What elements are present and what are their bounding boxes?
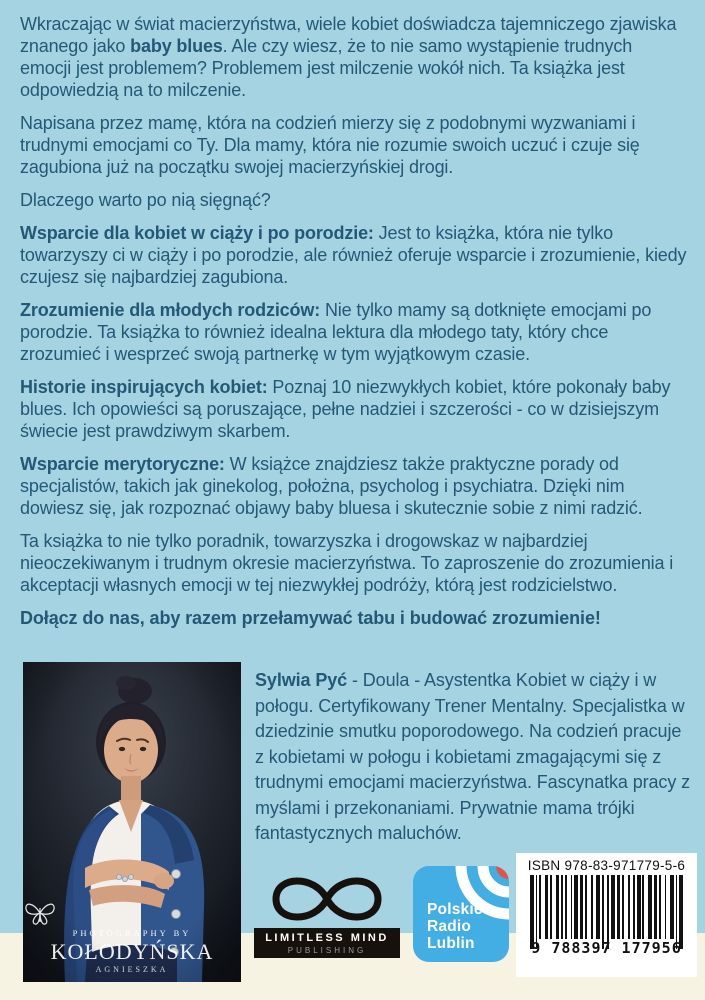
radio-name (427, 901, 483, 952)
photo-watermark (23, 900, 241, 975)
radio-name-line2: Radio (427, 918, 472, 935)
benefit-young-parents-text: Nie tylko mamy są dotknięte emocjami po porodzie. Ta książka to również idealna lektura dla młodego taty, który chce zrozumieć i wesprzeć swoją partnerkę w tym wyjątkowym czasie. (20, 300, 652, 364)
intro-pre: Wkraczając w świat macierzyństwa, wiele kobiet doświadcza tajemniczego zjawiska znanego jako (20, 14, 677, 56)
infinity-icon (260, 864, 394, 934)
isbn-digits: 9 788397 177956 (531, 939, 682, 957)
isbn-barcode (516, 853, 697, 977)
written-by-paragraph: Napisana przez mamę, która na codzień mierzy się z podobnymi wyzwaniami i trudnymi emocjami co Ty. Dla mamy, która nie rozumie swoich uczuć i czuje się zagubiona już na początku swojej macierzyńskiej drogi. (20, 113, 640, 177)
butterfly-icon (23, 900, 57, 926)
benefit-young-parents-lead: Zrozumienie dla młodych rodziców: (20, 300, 321, 320)
watermark-photographer-firstname: AGNIESZKA (95, 965, 169, 974)
intro-paragraph (20, 13, 688, 101)
watermark-photography-by: PHOTOGRAPHY BY (72, 927, 192, 938)
author-bio (255, 668, 693, 847)
author-bio-text: - Doula - Asystentka Kobiet w ciąży i w połogu. Certyfikowany Trener Mentalny. Specjalistka w dziedzinie smutku poporodowego. Na codzień pracuje z kobietami w połogu i kobietami zmagającymi się z trudnymi emocjami macierzyństwa. Fascynatka pracy z myślami i przekonaniami. Prywatnie mama trójki fantastycznych maluchów. (255, 670, 691, 843)
watermark-photographer-name: KOŁODYŃSKA (50, 939, 214, 964)
publisher-subtitle: PUBLISHING (287, 945, 367, 955)
author-photo (23, 662, 241, 982)
author-name: Sylwia Pyć (255, 670, 348, 690)
benefit-pregnancy-text: Jest to książka, która nie tylko towarzyszy ci w ciąży i po porodzie, ale również oferuje wsparcie i zrozumienie, kiedy czujesz się najbardziej zagubiona. (20, 223, 687, 287)
intro-post: . Ale czy wiesz, że to nie samo wystąpienie trudnych emocji jest problemem? Problemem jest milczenie wokół nich. Ta książka jest odpowiedzią na to milczenie. (20, 36, 633, 100)
benefit-expert-support (20, 453, 688, 519)
publisher-name: LIMITLESS MIND (265, 931, 389, 944)
isbn-label: ISBN 978-83-971779-5-6 (527, 858, 686, 873)
benefit-expert-support-text: W książce znajdziesz także praktyczne porady od specjalistów, takich jak ginekolog, położna, psycholog i psychiatra. Dzięki nim dowiesz się, jak rozpoznać objawy baby bluesa i skutecznie sobie z nimi radzić. (20, 454, 643, 518)
publisher-logo (254, 864, 400, 958)
benefit-pregnancy-lead: Wsparcie dla kobiet w ciąży i po porodzie: (20, 223, 374, 243)
radio-name-line3: Lublin (427, 935, 475, 952)
radio-logo (413, 866, 509, 962)
benefit-inspiring-stories-text: Poznaj 10 niezwykłych kobiet, które pokonały baby blues. Ich opowieści są poruszające, pełne nadziei i szczerości - co w dzisiejszym świecie jest prawdziwym skarbem. (20, 377, 671, 441)
benefit-young-parents (20, 299, 688, 365)
cta-line: Dołącz do nas, aby razem przełamywać tabu i budować zrozumienie! (20, 608, 601, 628)
publisher-name-box (254, 928, 400, 958)
baby-blues-emphasis: baby blues (130, 36, 223, 56)
benefit-pregnancy-support (20, 222, 688, 288)
description-text (20, 13, 688, 640)
benefit-inspiring-stories-lead: Historie inspirujących kobiet: (20, 377, 268, 397)
benefit-inspiring-stories (20, 376, 688, 442)
question-line: Dlaczego warto po nią sięgnąć? (20, 190, 271, 210)
benefit-expert-support-lead: Wsparcie merytoryczne: (20, 454, 225, 474)
closing-paragraph: Ta książka to nie tylko poradnik, towarzyszka i drogowskaz w najbardziej nieoczekiwanym i trudnym okresie macierzyństwa. To zaproszenie do zrozumienia i akceptacji własnych emocji w tej niezwykłej podróży, którą jest rodzicielstwo. (20, 531, 674, 595)
radio-name-line1: Polskie (427, 901, 483, 918)
